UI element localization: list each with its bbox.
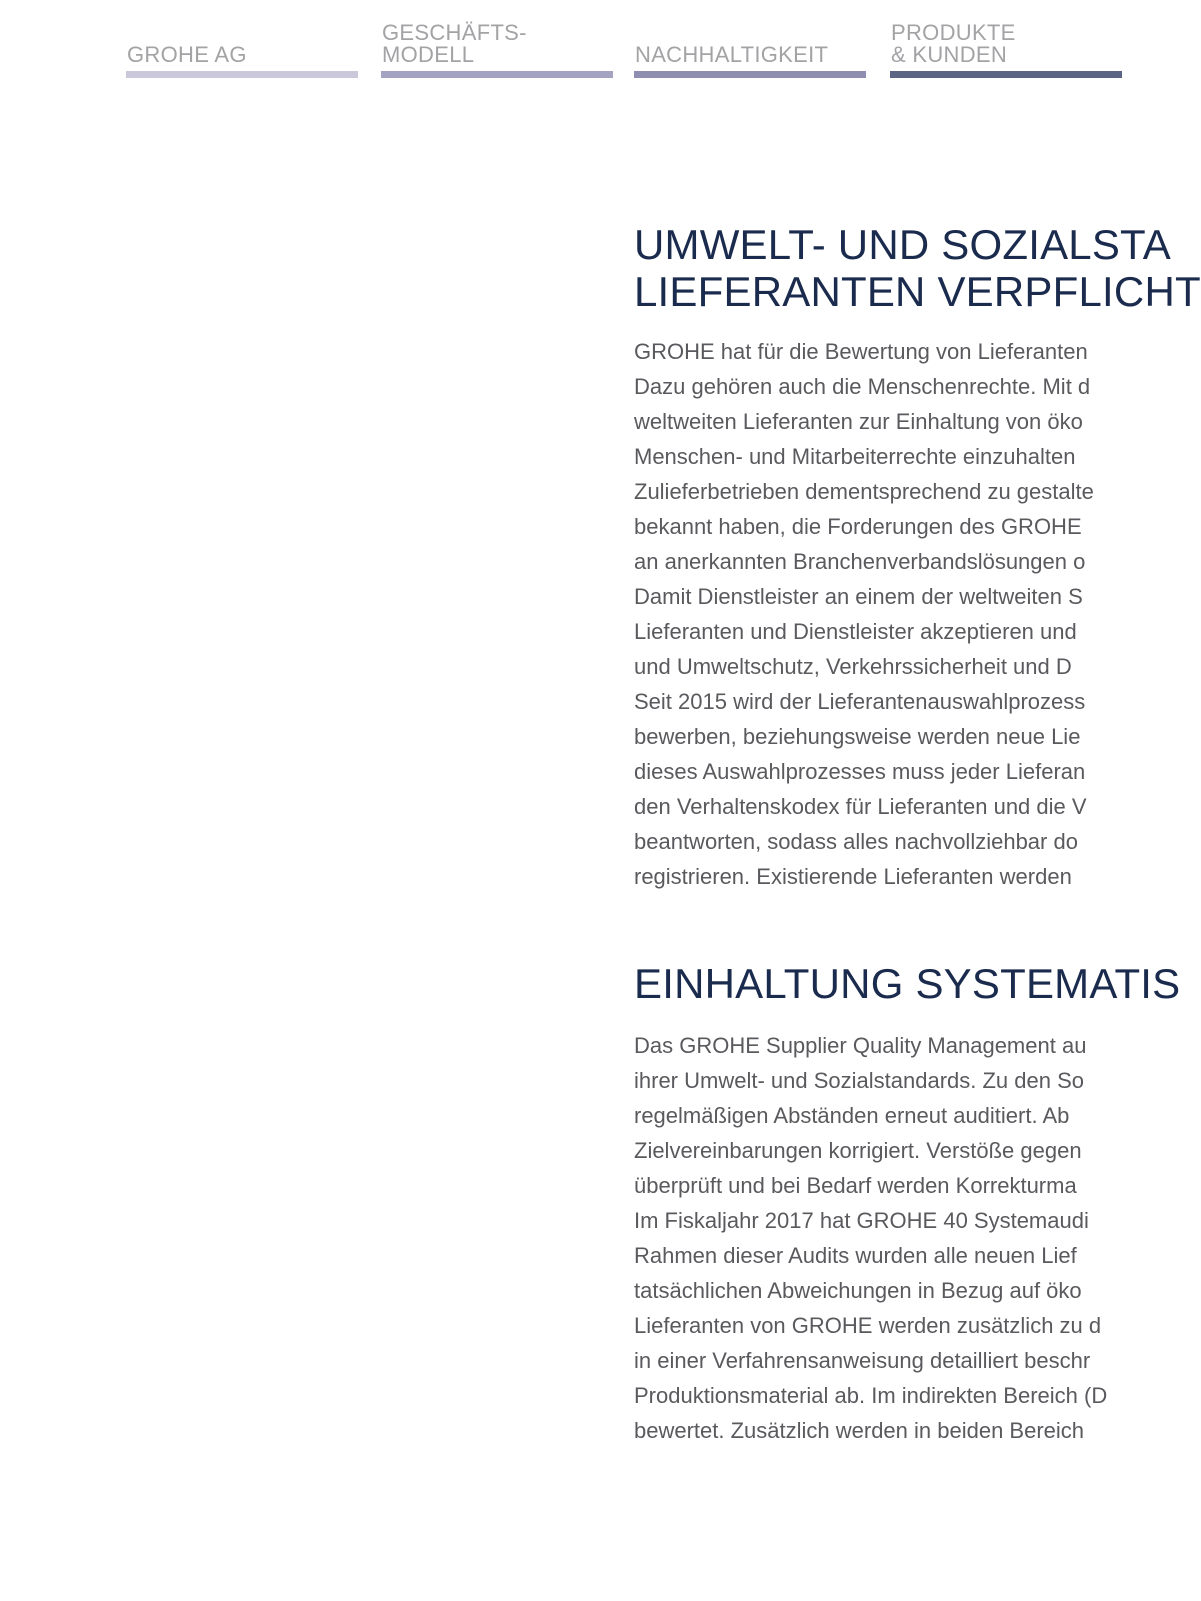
text-line: Im Fiskaljahr 2017 hat GROHE 40 Systemaudi: [634, 1208, 1089, 1233]
nav-tab-label: GESCHÄFTS- MODELL: [382, 20, 527, 67]
heading-line: EINHALTUNG SYSTEMATIS: [634, 960, 1181, 1007]
text-line: Menschen- und Mitarbeiterrechte einzuhalten: [634, 444, 1076, 469]
text-line: Lieferanten und Dienstleister akzeptieren und: [634, 619, 1077, 644]
text-line: Damit Dienstleister an einem der weltweiten S: [634, 584, 1083, 609]
text-line: Lieferanten von GROHE werden zusätzlich zu d: [634, 1313, 1102, 1338]
text-line: Dazu gehören auch die Menschenrechte. Mit d: [634, 374, 1091, 399]
text-line: regelmäßigen Abständen erneut auditiert. Ab: [634, 1103, 1070, 1128]
text-line: an anerkannten Branchenverbandslösungen o: [634, 549, 1086, 574]
text-line: Das GROHE Supplier Quality Management au: [634, 1033, 1087, 1058]
section-heading-supplier-standards: [634, 221, 1201, 315]
heading-line: LIEFERANTEN VERPFLICHT: [634, 268, 1201, 315]
text-line: dieses Auswahlprozesses muss jeder Lieferan: [634, 759, 1086, 784]
nav-tab-indicator-bar: [381, 71, 613, 78]
text-line: Zielvereinbarungen korrigiert. Verstöße gegen: [634, 1138, 1082, 1163]
text-line: überprüft und bei Bedarf werden Korrekturma: [634, 1173, 1077, 1198]
text-line: bekannt haben, die Forderungen des GROHE: [634, 514, 1082, 539]
text-line: Zulieferbetrieben dementsprechend zu gestalte: [634, 479, 1094, 504]
nav-tab-label: GROHE AG: [127, 42, 247, 67]
text-line: beantworten, sodass alles nachvollziehbar do: [634, 829, 1078, 854]
body-paragraph-supplier-standards: [634, 334, 1094, 894]
nav-tab-geschaeftsmodell[interactable]: [381, 0, 613, 78]
nav-tab-indicator-bar: [126, 71, 358, 78]
text-line: Rahmen dieser Audits wurden alle neuen Lief: [634, 1243, 1077, 1268]
nav-tab-grohe-ag[interactable]: [126, 0, 358, 78]
text-line: GROHE hat für die Bewertung von Lieferanten: [634, 339, 1088, 364]
nav-tab-label: NACHHALTIGKEIT: [635, 42, 829, 67]
text-line: bewertet. Zusätzlich werden in beiden Bereich: [634, 1418, 1085, 1443]
text-line: registrieren. Existierende Lieferanten werden: [634, 864, 1072, 889]
text-line: weltweiten Lieferanten zur Einhaltung von öko: [634, 409, 1083, 434]
text-line: Produktionsmaterial ab. Im indirekten Bereich (D: [634, 1383, 1108, 1408]
text-line: den Verhaltenskodex für Lieferanten und die V: [634, 794, 1087, 819]
nav-tab-label: PRODUKTE & KUNDEN: [891, 20, 1016, 67]
main-content: [634, 0, 1201, 1601]
text-line: bewerben, beziehungsweise werden neue Lie: [634, 724, 1081, 749]
text-line: und Umweltschutz, Verkehrssicherheit und D: [634, 654, 1072, 679]
text-line: in einer Verfahrensanweisung detailliert beschr: [634, 1348, 1091, 1373]
text-line: ihrer Umwelt- und Sozialstandards. Zu den So: [634, 1068, 1084, 1093]
text-line: tatsächlichen Abweichungen in Bezug auf öko: [634, 1278, 1082, 1303]
text-line: Seit 2015 wird der Lieferantenauswahlprozess: [634, 689, 1086, 714]
section-heading-audit-compliance: [634, 960, 1180, 1007]
body-paragraph-audit-compliance: [634, 1028, 1107, 1448]
heading-line: UMWELT- UND SOZIALSTA: [634, 221, 1172, 268]
